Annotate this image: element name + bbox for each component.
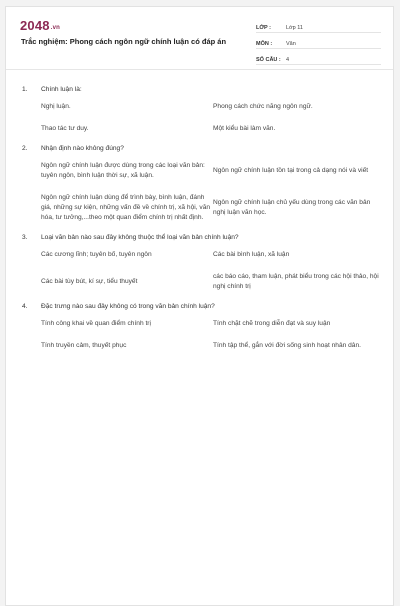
answer-option[interactable]: Ngôn ngữ chính luận chủ yếu dùng trong các văn bản nghị luận văn học.: [213, 199, 371, 216]
question-number: 1.: [22, 86, 28, 93]
header-divider: [6, 69, 393, 70]
question-item: [6, 302, 393, 351]
answer-option[interactable]: Tính truyền cảm, thuyết phục: [41, 342, 127, 349]
question-text: Đặc trưng nào sau đây không có trong văn bản chính luận?: [41, 303, 215, 310]
meta-key: LỚP :: [256, 25, 271, 31]
answer-option[interactable]: Nghị luận.: [41, 103, 71, 110]
question-number: 2.: [22, 145, 28, 152]
page-title: Trắc nghiệm: Phong cách ngôn ngữ chính luận có đáp án: [21, 37, 227, 46]
answer-option[interactable]: Các cương lĩnh; tuyên bố, tuyên ngôn: [41, 251, 152, 258]
meta-row-class: [256, 17, 381, 33]
site-logo[interactable]: [20, 18, 60, 33]
answer-option[interactable]: Ngôn ngữ chính luận tồn tại trong cả dạng nói và viết: [213, 167, 369, 174]
answer-options: [6, 319, 393, 351]
question-item: [6, 85, 393, 134]
meta-row-count: [256, 49, 381, 65]
question-number: 3.: [22, 234, 28, 241]
answer-options: [6, 102, 393, 134]
meta-value: 4: [286, 57, 290, 63]
meta-value: Văn: [286, 41, 296, 47]
answer-option[interactable]: Các bài bình luận, xã luận: [213, 251, 290, 258]
logo-main: 2048: [20, 18, 50, 33]
question-item: [6, 233, 393, 292]
answer-option[interactable]: Phong cách chức năng ngôn ngữ.: [213, 103, 313, 110]
answer-option[interactable]: Ngôn ngữ chính luận dùng để trình bày, bình luận, đánh giá, những sự kiện, những vấn đề về chính trị, xã hội, văn hóa, tư tưởng,...theo một quan điểm chính trị nhất định.: [41, 194, 211, 221]
answer-option[interactable]: Ngôn ngữ chính luận được dùng trong các loại văn bản: tuyên ngôn, bình luận thời sự, xã luận.: [41, 162, 205, 179]
answer-option[interactable]: Một kiểu bài làm văn.: [213, 125, 276, 132]
meta-key: SỐ CÂU :: [256, 57, 281, 63]
question-number: 4.: [22, 303, 28, 310]
answer-option[interactable]: Tính tập thể, gắn với đời sống sinh hoạt nhân dân.: [213, 342, 361, 349]
question-text: Chính luận là:: [41, 86, 82, 93]
answer-option[interactable]: Thao tác tư duy.: [41, 125, 89, 132]
meta-key: MÔN :: [256, 41, 273, 47]
answer-option[interactable]: Tính công khai về quan điểm chính trị: [41, 320, 151, 327]
meta-value: Lớp 11: [286, 25, 303, 31]
answer-options: [6, 161, 393, 223]
answer-option[interactable]: Các bài tùy bút, kí sự, tiểu thuyết: [41, 278, 138, 285]
answer-option[interactable]: các báo cáo, tham luận, phát biểu trong các hội thảo, hội nghị chính trị: [213, 273, 379, 290]
answer-options: [6, 250, 393, 292]
question-item: [6, 144, 393, 223]
meta-panel: [256, 17, 381, 65]
worksheet-page: [5, 6, 394, 606]
worksheet-header: [6, 7, 393, 67]
question-list: [6, 85, 393, 361]
answer-option[interactable]: Tính chặt chẽ trong diễn đạt và suy luận: [213, 320, 331, 327]
meta-row-subject: [256, 33, 381, 49]
question-text: Nhận định nào không đúng?: [41, 145, 124, 152]
question-text: Loại văn bản nào sau đây không thuộc thể loại văn bản chính luận?: [41, 234, 239, 241]
logo-suffix: .vn: [50, 25, 61, 31]
